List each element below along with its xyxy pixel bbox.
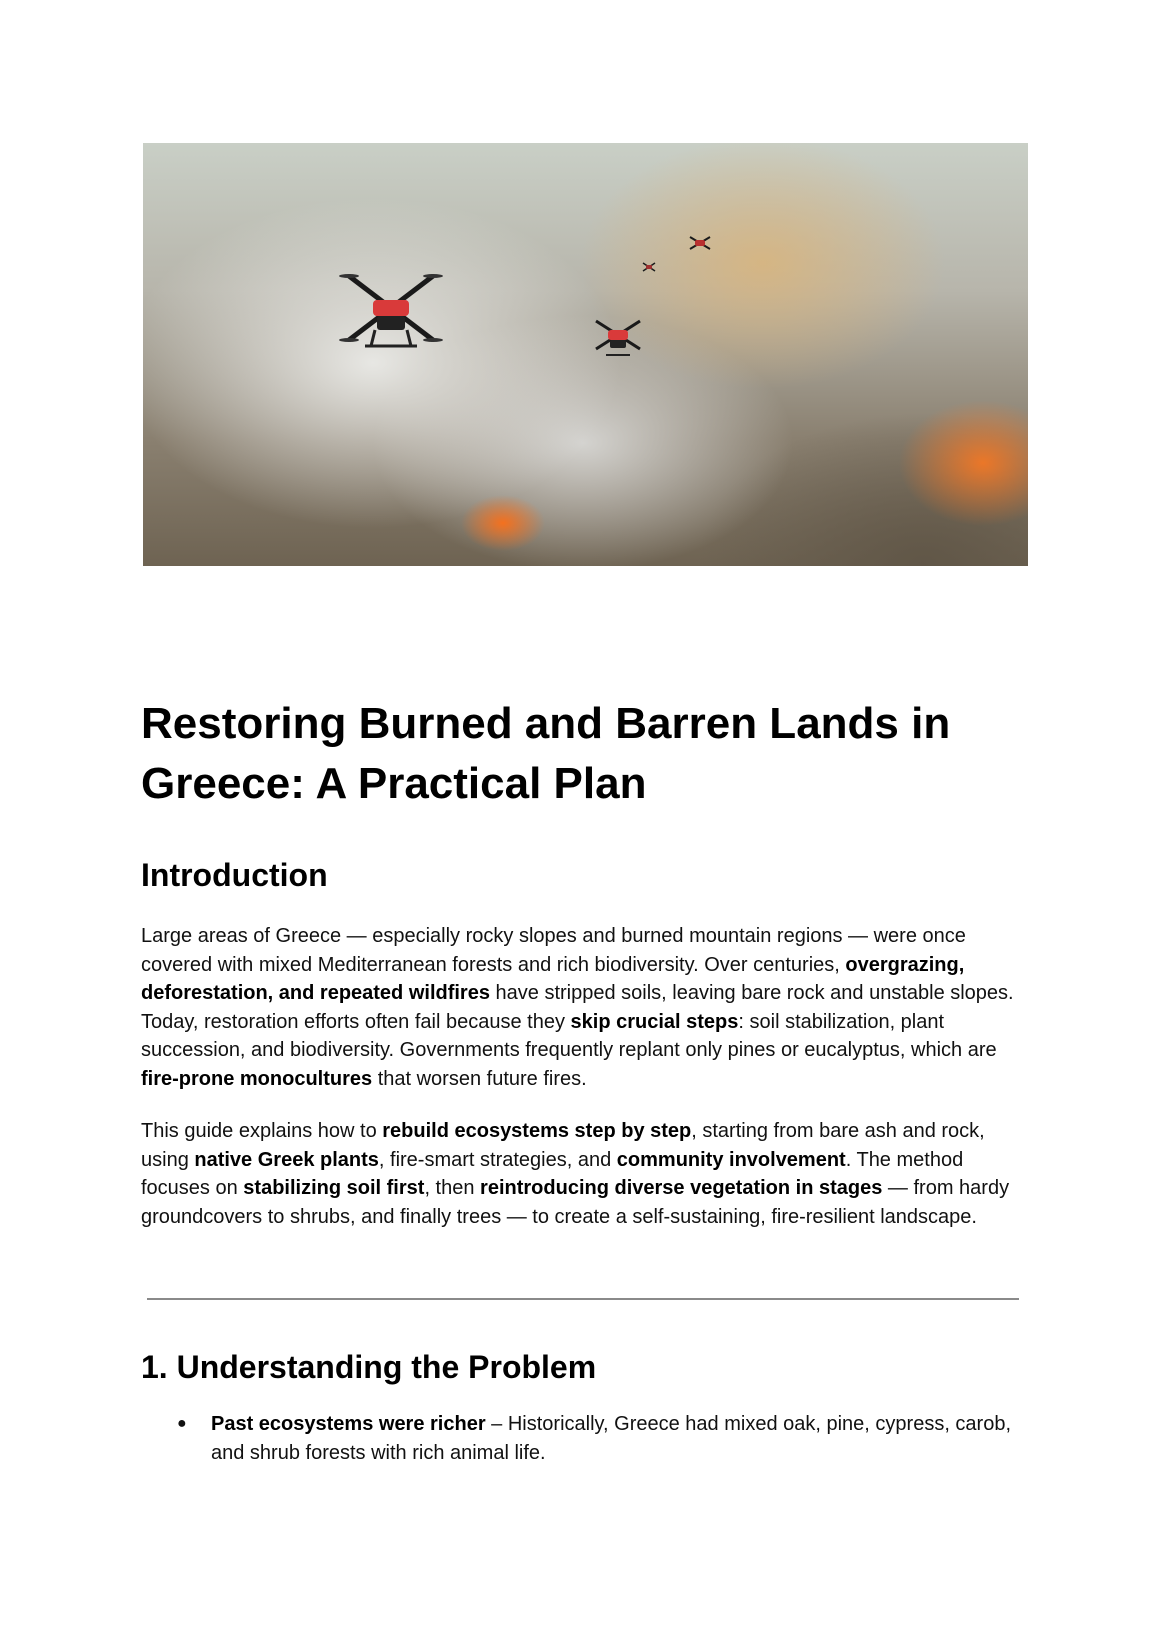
text-run: Large areas of Greece — especially rocky slopes and burned mountain regions — were once covered with mixed Mediterranean forests and rich biodiversity. Over centuries, (141, 925, 966, 976)
list-item (141, 1410, 1021, 1467)
bold-phrase: community involvement (616, 1148, 846, 1171)
page-title: Restoring Burned and Barren Lands in Greece: A Practical Plan (141, 699, 951, 808)
hero-image (143, 143, 1028, 566)
problem-list (141, 1410, 1021, 1467)
text-run: , fire-smart strategies, and (378, 1148, 617, 1171)
bold-phrase: stabilizing soil first (243, 1177, 425, 1200)
text-run: . The method focuses on (141, 1148, 964, 1200)
drone-large-icon (339, 274, 443, 346)
section-heading-understanding: 1. Understanding the Problem (141, 1349, 597, 1385)
intro-paragraph-1 (141, 922, 1021, 1094)
list-item-lead: Past ecosystems were richer (211, 1413, 486, 1435)
drone-small-icon (690, 237, 710, 249)
list-item-text: – Historically, Greece had mixed oak, pine, cypress, carob, and shrub forests with rich animal life. (211, 1413, 1012, 1464)
drone-tiny-icon (643, 263, 655, 271)
text-run: that worsen future fires. (372, 1067, 587, 1090)
bold-phrase: reintroducing diverse vegetation in stages (480, 1177, 883, 1200)
section-divider (147, 1298, 1019, 1300)
section-heading-introduction: Introduction (141, 857, 328, 893)
bold-phrase: native Greek plants (194, 1148, 379, 1171)
intro-paragraph-2 (141, 1117, 1021, 1231)
text-run: — from hardy groundcovers to shrubs, and finally trees — to create a self-sustaining, fire-resilient landscape. (141, 1177, 1010, 1228)
drones-illustration (143, 143, 1028, 566)
bold-phrase: rebuild ecosystems step by step (382, 1120, 692, 1142)
text-run: , then (424, 1177, 481, 1200)
text-run: , starting from bare ash and rock, using (141, 1120, 985, 1171)
bold-phrase: fire-prone monocultures (141, 1067, 373, 1090)
text-run: : soil stabilization, plant succession, and biodiversity. Governments frequently replant only pines or eucalyptus, which are (141, 1010, 997, 1062)
bold-phrase: skip crucial steps (570, 1010, 739, 1033)
text-run: This guide explains how to (141, 1120, 383, 1142)
bold-phrase: overgrazing, deforestation, and repeated wildfires (141, 953, 965, 1005)
bullet-icon: ● (177, 1415, 187, 1432)
text-run: have stripped soils, leaving bare rock and unstable slopes. Today, restoration efforts often fail because they (141, 982, 1014, 1033)
drone-medium-icon (596, 321, 640, 355)
